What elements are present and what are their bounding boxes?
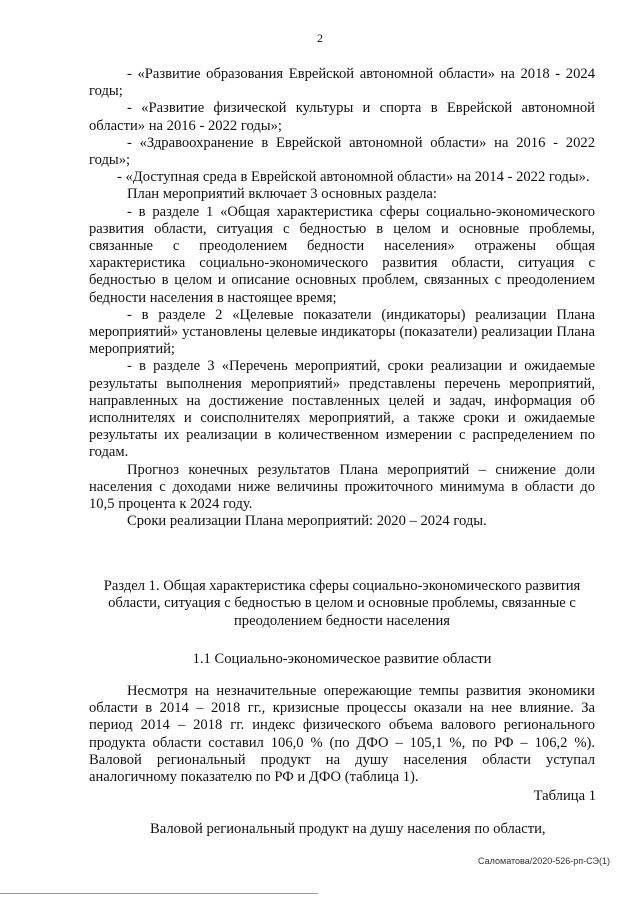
page-number: 2 [317,31,323,45]
section-1-title: Раздел 1. Общая характеристика сферы социально-экономического развития области, ситуация с бедностью в целом и основные проблемы, связанные с преодолением бедности населения [103,578,581,629]
plan-section-1-description: - в разделе 1 «Общая характеристика сферы социально-экономического развития области, ситуация с бедностью в целом и основные проблемы, связанные с преодолением бедности населения» отражены общая характеристика социально-экономического развития области, ситуация с бедностью в целом и описание основных проблем, связанных с преодолением бедности населения в настоящее время; [89,203,595,306]
table-label: Таблица 1 [533,788,596,804]
document-code: Саломатова/2020-526-рп-СЭ(1) [478,856,610,866]
section-1-1-text [89,683,595,786]
economy-paragraph: Несмотря на незначительные опережающие темпы развития экономики области в 2014 – 2018 гг., кризисные процессы оказали на нее влияние. За период 2014 – 2018 гг. индекс физического объема валового регионального продукта области составил 106,0 % (по ДФО – 105,1 %, по РФ – 106,2 %). Валовой региональный продукт на душу населения области уступал аналогичному показателю по РФ и ДФО (таблица 1). [89,683,595,786]
program-item-sport: - «Развитие физической культуры и спорта в Еврейской автономной области» на 2016 - 2022 годы»; [89,100,595,134]
footer-divider [0,893,318,894]
plan-sections-intro: План мероприятий включает 3 основных раздела: [127,186,437,203]
intro-text [89,66,595,530]
implementation-period: Сроки реализации Плана мероприятий: 2020 – 2024 годы. [127,513,487,530]
program-item-accessible-environment: - «Доступная среда в Еврейской автономной области» на 2014 - 2022 годы». [117,169,590,186]
forecast-paragraph: Прогноз конечных результатов Плана мероприятий – снижение доли населения с доходами ниже величины прожиточного минимума в области до 10,5 процента к 2024 году. [89,461,595,513]
program-item-health: - «Здравоохранение в Еврейской автономной области» на 2016 - 2022 годы»; [89,134,595,169]
plan-section-3-description: - в разделе 3 «Перечень мероприятий, сроки реализации и ожидаемые результаты выполнения мероприятий» представлены перечень мероприятий, направленных на достижение поставленных целей и задач, информация об исполнителях и соисполнителях мероприятий, а также сроки и ожидаемые результаты их реализации в количественном измерении с распределением по годам. [89,358,595,461]
table-title: Валовой региональный продукт на душу населения по области, [150,821,546,837]
plan-section-2-description: - в разделе 2 «Целевые показатели (индикаторы) реализации Плана мероприятий» установлены целевые индикаторы (показатели) реализации Плана мероприятий; [89,306,595,358]
program-item-education: - «Развитие образования Еврейской автономной области» на 2018 - 2024 годы; [89,66,595,100]
subsection-1-1-title: 1.1 Социально-экономическое развитие области [192,651,492,667]
